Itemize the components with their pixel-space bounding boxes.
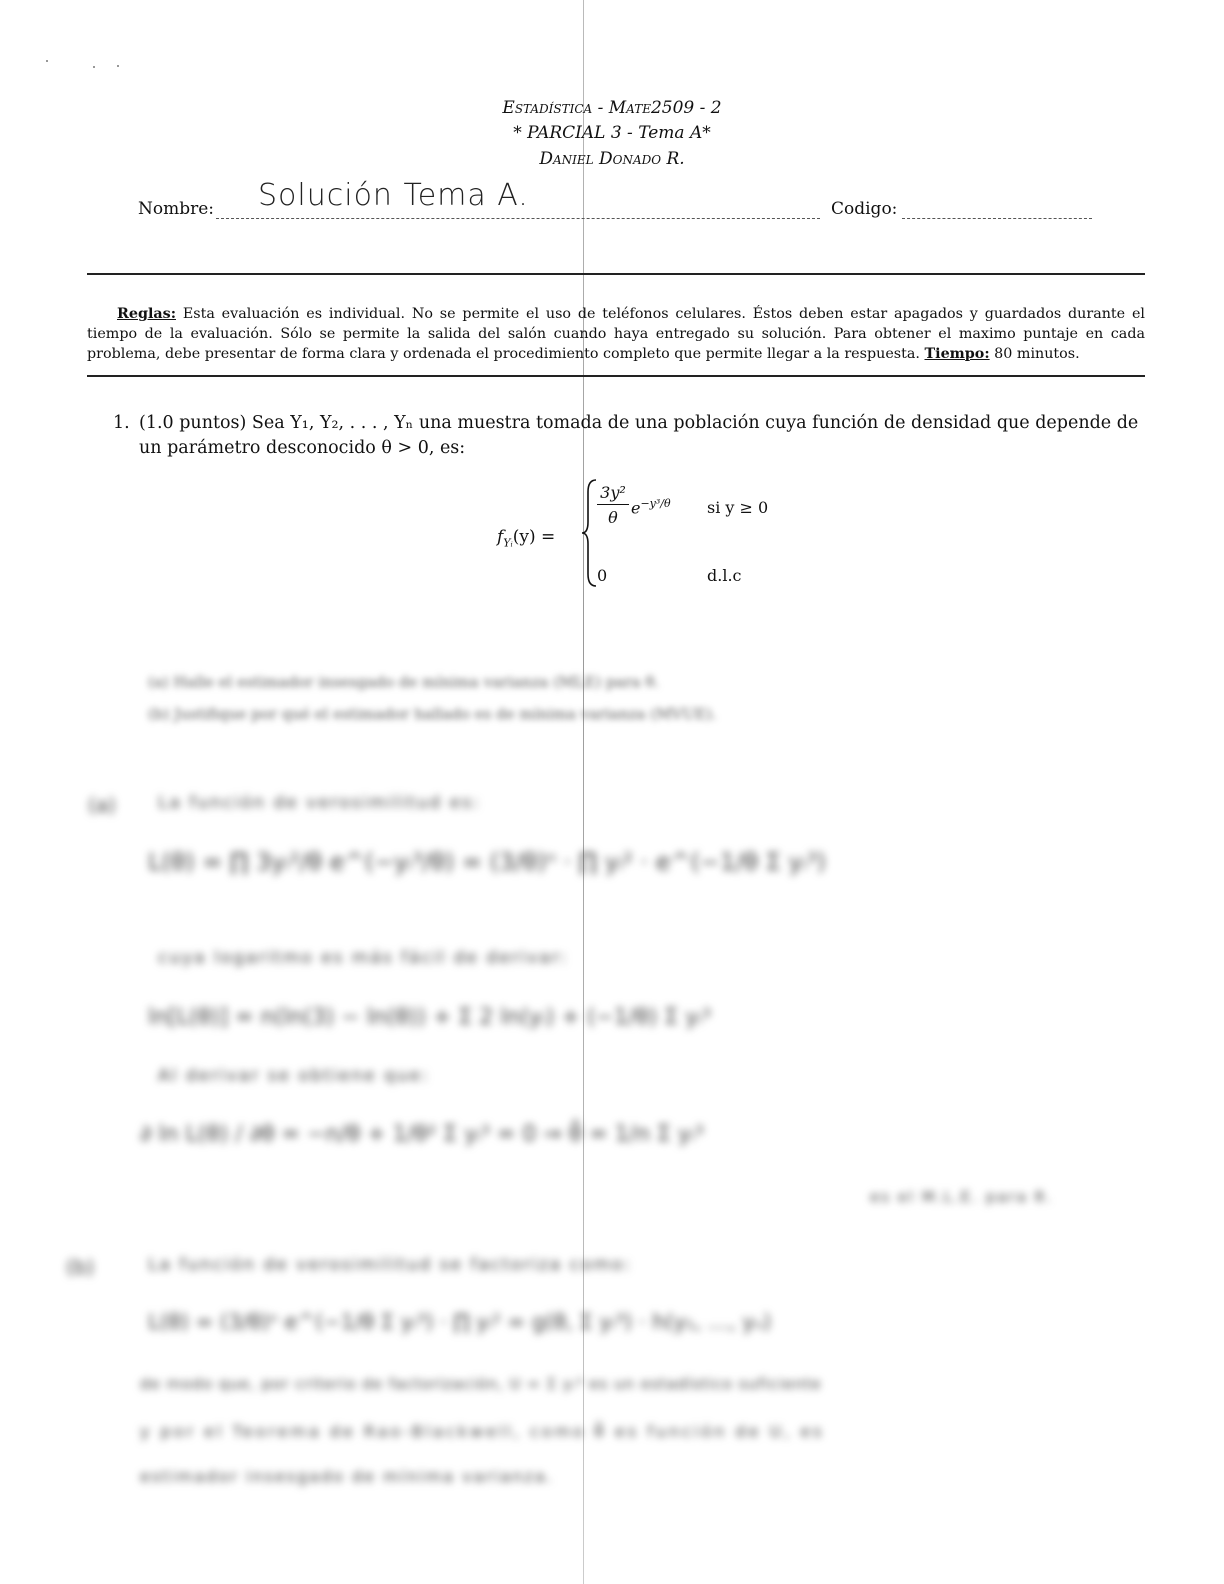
solution-b-line4: estimador insesgado de mínima varianza. — [140, 1467, 554, 1486]
problem-number: 1. — [113, 413, 130, 433]
instructor-name: Daniel Donado R. — [539, 149, 685, 169]
code-field-line — [902, 218, 1092, 219]
code-label: Codigo: — [831, 199, 898, 219]
part-a-question: (a) Halle el estimador insesgado de mínima varianza (MLE) para θ. — [148, 673, 660, 691]
formula-denominator: θ — [608, 508, 618, 527]
solution-a-line3: Al derivar se obtiene que: — [158, 1066, 430, 1086]
solution-a-label: (a) — [88, 793, 116, 817]
scan-speck — [46, 60, 48, 62]
solution-b-line2: de modo que, por criterio de factorización, U = Σ yᵢ³ es un estadístico suficiente — [140, 1375, 822, 1393]
solution-b-line1: La función de verosimilitud se factoriza como: — [148, 1255, 633, 1275]
solution-b-label: (b) — [66, 1255, 95, 1279]
solution-a-eq1: L(θ) = ∏ 3yᵢ²/θ e^(−yᵢ³/θ) = (3/θ)ⁿ · ∏ yᵢ² · e^(−1/θ Σ yᵢ³) — [148, 848, 826, 876]
exam-title: * PARCIAL 3 - Tema A* — [513, 123, 711, 143]
handwritten-name: Solución Tema A. — [258, 178, 529, 213]
formula-case2: 0 — [597, 566, 608, 585]
rules-label: Reglas: — [117, 306, 176, 322]
scan-speck — [117, 65, 119, 67]
formula-exponential: $e^{-y^3/\theta}$ — [631, 497, 671, 518]
rule-top — [87, 273, 1145, 275]
solution-a-eq3: ∂ ln L(θ) / ∂θ = −n/θ + 1/θ² Σ yᵢ³ = 0 ⇒ θ̂ = 1/n Σ yᵢ³ — [140, 1122, 704, 1147]
solution-a-line2: cuya logaritmo es más fácil de derivar: — [158, 948, 569, 968]
formula-condition1: si y ≥ 0 — [707, 498, 769, 517]
solution-a-line1: La función de verosimilitud es: — [158, 793, 481, 813]
formula-lhs: $f_{Yᵢ}(y)$ = — [497, 527, 556, 550]
time-value: 80 minutos. — [989, 346, 1080, 362]
page-fold-line — [583, 0, 584, 1584]
name-field-line — [216, 218, 820, 219]
problem-text-line2: un parámetro desconocido θ > 0, es: — [139, 438, 466, 458]
part-b-question: (b) Justifique por qué el estimador hallado es de mínima varianza (MVUE). — [148, 705, 717, 723]
solution-b-line3: y por el Teorema de Rao-Blackwell, como θ̂ es función de U, es — [140, 1422, 825, 1441]
problem-text-line1: (1.0 puntos) Sea Y₁, Y₂, . . . , Yₙ una muestra tomada de una población cuya función de densidad que depende de — [139, 413, 1139, 433]
time-label: Tiempo: — [924, 346, 990, 362]
rules-paragraph — [87, 304, 1145, 364]
rule-bottom — [87, 375, 1145, 377]
solution-b-eq1: L(θ) = (3/θ)ⁿ e^(−1/θ Σ yᵢ³) · ∏ yᵢ² = g(θ, Σ yᵢ³) · h(y₁, …, yₙ) — [148, 1310, 772, 1334]
course-title: Estadística - Mate2509 - 2 — [502, 98, 722, 118]
solution-a-line4: es el M.L.E. para θ. — [870, 1188, 1053, 1206]
scan-speck — [93, 66, 95, 68]
rules-text: Esta evaluación es individual. No se permite el uso de teléfonos celulares. Éstos deben estar apagados y guardados durante el tiempo de la evaluación. Sólo se permite la salida del salón cuando haya entregado su solución. Para obtener el maximo puntaje en cada problema, debe presentar de forma clara y ordenada el procedimiento completo que permite llegar a la respuesta. — [87, 306, 1145, 362]
formula-numerator: 3y² — [597, 482, 629, 505]
formula-condition2: d.l.c — [707, 566, 742, 585]
solution-a-eq2: ln[L(θ)] = n(ln(3) − ln(θ)) + Σ 2 ln(yᵢ) + (−1/θ) Σ yᵢ³ — [148, 1005, 711, 1030]
name-label: Nombre: — [138, 199, 215, 219]
